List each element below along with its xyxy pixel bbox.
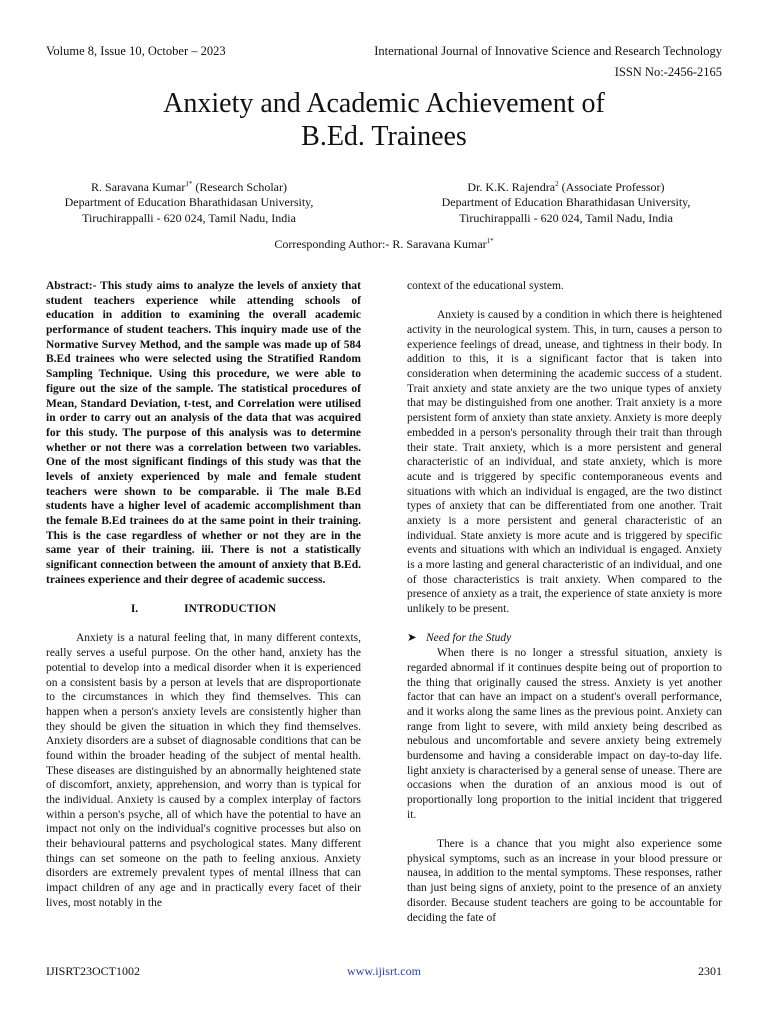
right-column [407, 279, 722, 925]
volume-issue: Volume 8, Issue 10, October – 2023 [46, 44, 226, 58]
continued-text: context of the educational system. [407, 280, 564, 292]
author-1 [24, 180, 354, 226]
need-paragraph-1: When there is no longer a stressful situation, anxiety is regarded abnormal if it continues despite being out of proportion to the thing that originally caused the stress. Anxiety is yet another factor that can have an impact on a student's overall performance, and it works along the same lines as the previous point. Anxiety can range from light to severe, with mild anxiety being described as nebulous and uncomfortable and severe anxiety being extremely burdensome and having a considerable impact on day-to-day life. light anxiety is characterised by a general sense of unease. There are occasions when the duration of an anxious mood is out of proportionally long proportion to the initial incident that triggered it. [407, 647, 722, 821]
author-1-role: (Research Scholar) [192, 180, 287, 194]
author-2-role: (Associate Professor) [558, 180, 665, 194]
author-1-addr: Tiruchirappalli - 620 024, Tamil Nadu, India [82, 210, 296, 225]
issn: ISSN No:-2456-2165 [614, 65, 722, 79]
left-column [46, 279, 361, 911]
corresponding-sup: 1* [486, 237, 494, 245]
section-number: I. [130, 603, 139, 616]
journal-url[interactable]: www.ijisrt.com [347, 964, 421, 978]
author-2-sup: 2 [555, 180, 559, 188]
intro-paragraph: Anxiety is a natural feeling that, in many different contexts, really serves a useful purpose. On the other hand, anxiety has the potential to develop into a medical disorder when it is experienced on a consistent basis by a person at levels that are disproportionate to the circumstances in which they find themselves. This can happen when a person's anxiety levels are consistently higher than they should be given the situation in which they find themselves. Anxiety disorders are a subset of diagnosable conditions that can be found within the broader heading of the subject of mental health. These diseases are distinguished by an abnormally heightened state of discomfort, anxiety, apprehension, and worry than is typical for the individual. Anxiety is caused by a complex interplay of factors within a person's psyche, all of which have the potential to have an impact not only on the individual's cognitive processes but also on their behavioural patterns and psychological states. Many different things can set someone on the path to feeling anxious. Anxiety disorders are extremely prevalent types of mental illness that can impact children of any age and in practically every facet of their lives, most notably in the [46, 632, 361, 909]
paper-title [0, 87, 768, 153]
author-2 [401, 180, 731, 226]
abstract: Abstract:- This study aims to analyze the levels of anxiety that student teachers experience while attending schools of education in addition to examining the overall academic performance of student teachers. This inquiry made use of the Normative Survey Method, and the sample was made up of 584 B.Ed trainees who were selected using the Stratified Random Sampling Technique. Using this procedure, we were able to figure out the size of the sample. The statistical procedures of Mean, Standard Deviation, t-test, and Correlation were utilised in order to carry out an analysis of the data that was acquired for this study. The purpose of this analysis was to determine whether or not there was a correlation between two variables. One of the most significant findings of this study was that the levels of anxiety experienced by male and female student teachers were shown to be comparable. ii The male B.Ed students have a higher level of academic accomplishment than the female B.Ed trainees do at the same point in their training. This is the case regardless of whether or not they are in the same year of their training. iii. There is not a statistically significant connection between the amount of anxiety that B.Ed. trainees experience and their degree of academic success. [46, 280, 361, 586]
author-2-addr: Tiruchirappalli - 620 024, Tamil Nadu, India [459, 210, 673, 225]
author-1-sup: 1* [185, 180, 193, 188]
anxiety-paragraph: Anxiety is caused by a condition in which there is heightened activity in the neurological system. This, in turn, causes a person to experience feelings of dread, unease, and tightness in their body. In addition to this, it is a significant factor that is taken into consideration when determining the academic success of a student. Trait anxiety and state anxiety are the two unique types of anxiety that may be distinguished from one another. Trait anxiety is a more persistent form of anxiety than state anxiety. Anxiety is more deeply embedded in a person's personality through their trait than through their state. Trait anxiety, which is a more persistent and general characteristic of an individual, and state anxiety, which is more acute and is triggered by specific contemporaneous events and situations with which an individual is engaged, are the two distinct types of anxiety that can be differentiated from one another. Trait anxiety is a more persistent and general characteristic of an individual. State anxiety is more acute and is triggered by specific events and situations with which an individual is engaged. Anxiety is a more lasting and general characteristic of an individual, and one of those characteristics is trait anxiety. When compared to the presence of anxiety as a trait, the experience of state anxiety is more unlikely to be present. [407, 309, 722, 616]
corresponding-text: Corresponding Author:- R. Saravana Kumar [274, 237, 487, 251]
author-1-dept: Department of Education Bharathidasan University, [64, 195, 314, 210]
article-code: IJISRT23OCT1002 [46, 964, 140, 978]
running-head [46, 43, 722, 59]
subsection-need-for-study [407, 631, 722, 646]
arrow-bullet-icon: ➤ [407, 632, 417, 645]
section-heading-introduction [46, 602, 361, 617]
section-title: INTRODUCTION [184, 603, 277, 616]
author-2-name: Dr. K.K. Rajendra [467, 180, 556, 194]
author-1-name: R. Saravana Kumar [91, 180, 186, 194]
title-line-1: Anxiety and Academic Achievement of [163, 88, 605, 119]
title-line-2: B.Ed. Trainees [301, 121, 467, 152]
author-2-dept: Department of Education Bharathidasan University, [441, 195, 691, 210]
subsection-title: Need for the Study [426, 632, 512, 645]
need-paragraph-2: There is a chance that you might also experience some physical symptoms, such as an increase in your blood pressure or nausea, in addition to the mental symptoms. These responses, rather than just being signs of anxiety, point to the presence of an anxiety disorder. Because student teachers are going to be accountable for deciding the fate of [407, 838, 722, 924]
corresponding-author [0, 237, 768, 252]
page-number: 2301 [698, 964, 722, 978]
journal-name: International Journal of Innovative Science and Research Technology [374, 44, 722, 58]
